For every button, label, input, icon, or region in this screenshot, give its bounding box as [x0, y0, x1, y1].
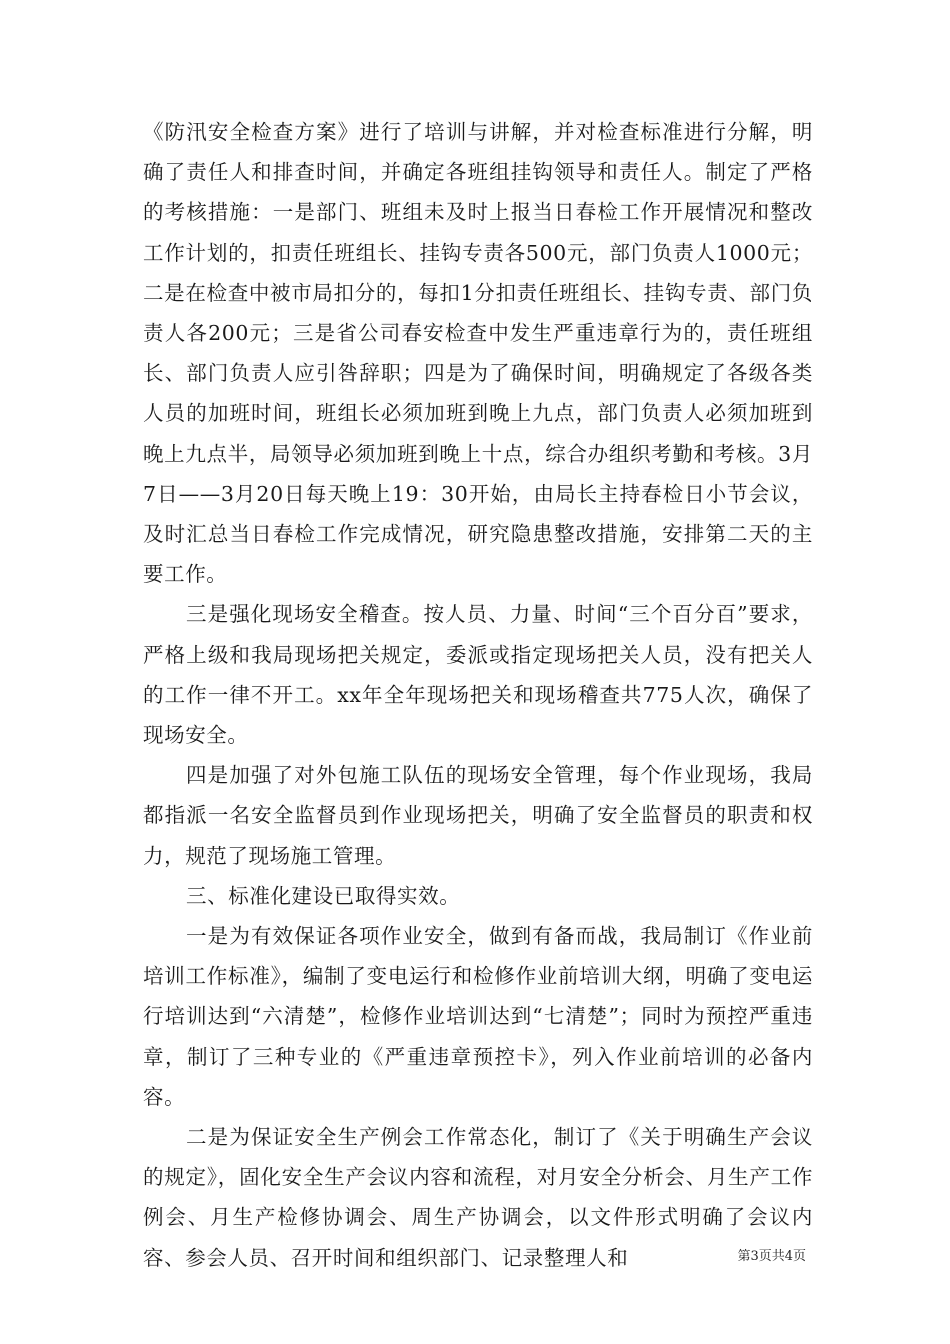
document-body [143, 112, 813, 1278]
paragraph-safety-meetings: 二是为保证安全生产例会工作常态化，制订了《关于明确生产会议的规定》，固化安全生产会议内容和流程，对月安全分析会、月生产工作例会、月生产检修协调会、周生产协调会，以文件形式明确了会议内容、参会人员、召开时间和组织部门、记录整理人和 [143, 1125, 813, 1270]
paragraph-pre-work-training: 一是为有效保证各项作业安全，做到有备而战，我局制订《作业前培训工作标准》，编制了变电运行和检修作业前培训大纲，明确了变电运行培训达到“六清楚”，检修作业培训达到“七清楚”；同时为预控严重违章，制订了三种专业的《严重违章预控卡》，列入作业前培训的必备内容。 [143, 924, 813, 1109]
paragraph-continuation: 《防汛安全检查方案》进行了培训与讲解，并对检查标准进行分解，明确了责任人和排查时间，并确定各班组挂钩领导和责任人。制定了严格的考核措施：一是部门、班组未及时上报当日春检工作开展情况和整改工作计划的，扣责任班组长、挂钩专责各500元，部门负责人1000元；二是在检查中被市局扣分的，每扣1分扣责任班组长、挂钩专责、部门负责人各200元；三是省公司春安检查中发生严重违章行为的，责任班组长、部门负责人应引咎辞职；四是为了确保时间，明确规定了各级各类人员的加班时间，班组长必须加班到晚上九点，部门负责人必须加班到晚上九点半，局领导必须加班到晚上十点，综合办组织考勤和考核。3月7日——3月20日每天晚上19：30开始，由局长主持春检日小节会议，及时汇总当日春检工作完成情况，研究隐患整改措施，安排第二天的主要工作。 [143, 120, 813, 587]
section-heading-standardization: 三、标准化建设已取得实效。 [186, 883, 461, 908]
page-number: 第3页共4页 [737, 1249, 806, 1264]
paragraph-site-inspection: 三是强化现场安全稽查。按人员、力量、时间“三个百分百”要求，严格上级和我局现场把关规定，委派或指定现场把关人员，没有把关人的工作一律不开工。xx年全年现场把关和现场稽查共775人次，确保了现场安全。 [143, 602, 813, 748]
paragraph-contractor-management: 四是加强了对外包施工队伍的现场安全管理，每个作业现场，我局都指派一名安全监督员到作业现场把关，明确了安全监督员的职责和权力，规范了现场施工管理。 [143, 763, 813, 868]
